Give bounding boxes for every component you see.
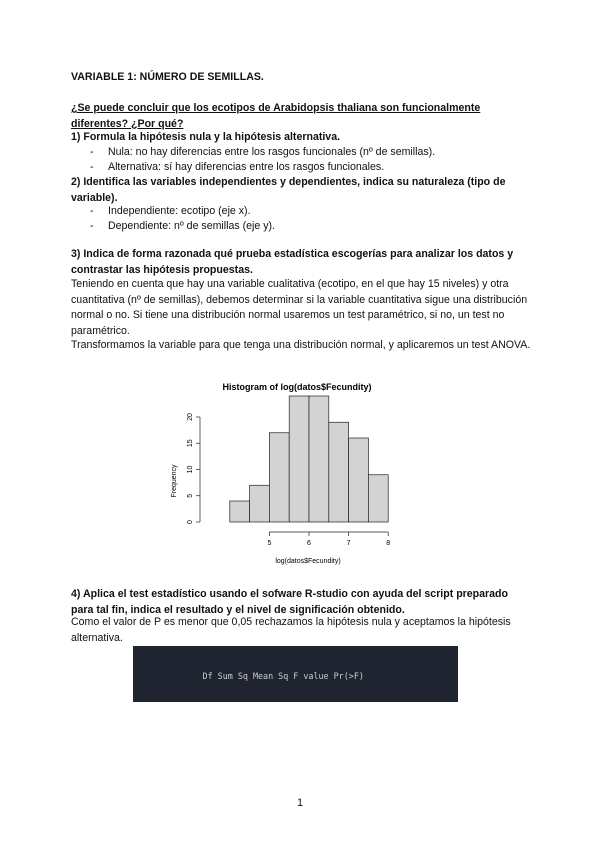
x-tick-label: 8 (386, 540, 391, 547)
x-tick-label: 5 (267, 540, 272, 547)
r-console-output (133, 646, 458, 702)
q3-title: 3) Indica de forma razonada qué prueba estadística escogerías para analizar los datos y contrastar las hipótesis propuestas. (71, 248, 514, 276)
q4-paragraph: Como el valor de P es menor que 0,05 rechazamos la hipótesis nula y aceptamos la hipótesis alternativa. (71, 616, 511, 644)
chart-ylabel: Frequency (171, 464, 178, 498)
y-tick-label: 10 (187, 465, 194, 474)
q4-title: 4) Aplica el test estadístico usando el sofware R-studio con ayuda del script preparado para tal fin, indica el resultado y el nivel de significación obtenido. (71, 588, 509, 616)
histogram-bar (329, 422, 349, 522)
console-line: Df Sum Sq Mean Sq F value Pr(>F) (137, 671, 364, 681)
y-tick-label: 5 (187, 493, 194, 498)
histogram-bar (250, 485, 270, 522)
histogram-bar (349, 438, 369, 522)
q2-bullet-dependent: - Dependiente: nº de semillas (eje y). (90, 220, 275, 232)
page-number: 1 (296, 797, 304, 809)
x-tick-label: 7 (346, 540, 351, 547)
y-tick-label: 20 (187, 413, 194, 421)
q2-bullet-independent: - Independiente: ecotipo (eje x). (90, 205, 251, 217)
histogram-chart (160, 374, 410, 574)
y-tick-label: 15 (187, 439, 194, 448)
main-question: ¿Se puede concluir que los ecotipos de Arabidopsis thaliana son funcionalmente diferentes? ¿Por qué? (71, 102, 481, 130)
q1-title: 1) Formula la hipótesis nula y la hipótesis alternativa. (71, 131, 341, 143)
x-tick-label: 6 (307, 540, 311, 547)
q3-paragraph-2: Transformamos la variable para que tenga una distribución normal, y aplicaremos un test ANOVA. (71, 339, 531, 351)
histogram-bar (309, 396, 329, 522)
histogram-bar (230, 501, 250, 522)
section-heading: VARIABLE 1: NÚMERO DE SEMILLAS. (71, 71, 264, 83)
histogram-bar (368, 475, 388, 522)
y-tick-label: 0 (187, 520, 194, 524)
chart-xlabel: log(datos$Fecundity) (275, 558, 341, 565)
histogram-bar (289, 396, 309, 522)
q3-paragraph-1: Teniendo en cuenta que hay una variable cualitativa (ecotipo, en el que hay 15 niveles) y otra cuantitativa (nº de semillas), debemos determinar si la variable cuantitativa sigue una distribución normal o no. Si tiene una distribución normal usaremos un test paramétrico, si no, un test no paramétrico. (71, 278, 528, 337)
q1-bullet-null: - Nula: no hay diferencias entre los rasgos funcionales (nº de semillas). (90, 146, 436, 158)
chart-title: Histogram of log(datos$Fecundity) (222, 382, 372, 392)
q1-bullet-alternative: - Alternativa: sí hay diferencias entre los rasgos funcionales. (90, 161, 385, 173)
q2-title: 2) Identifica las variables independientes y dependientes, indica su naturaleza (tipo de variable). (71, 176, 506, 204)
histogram-bar (269, 433, 289, 522)
